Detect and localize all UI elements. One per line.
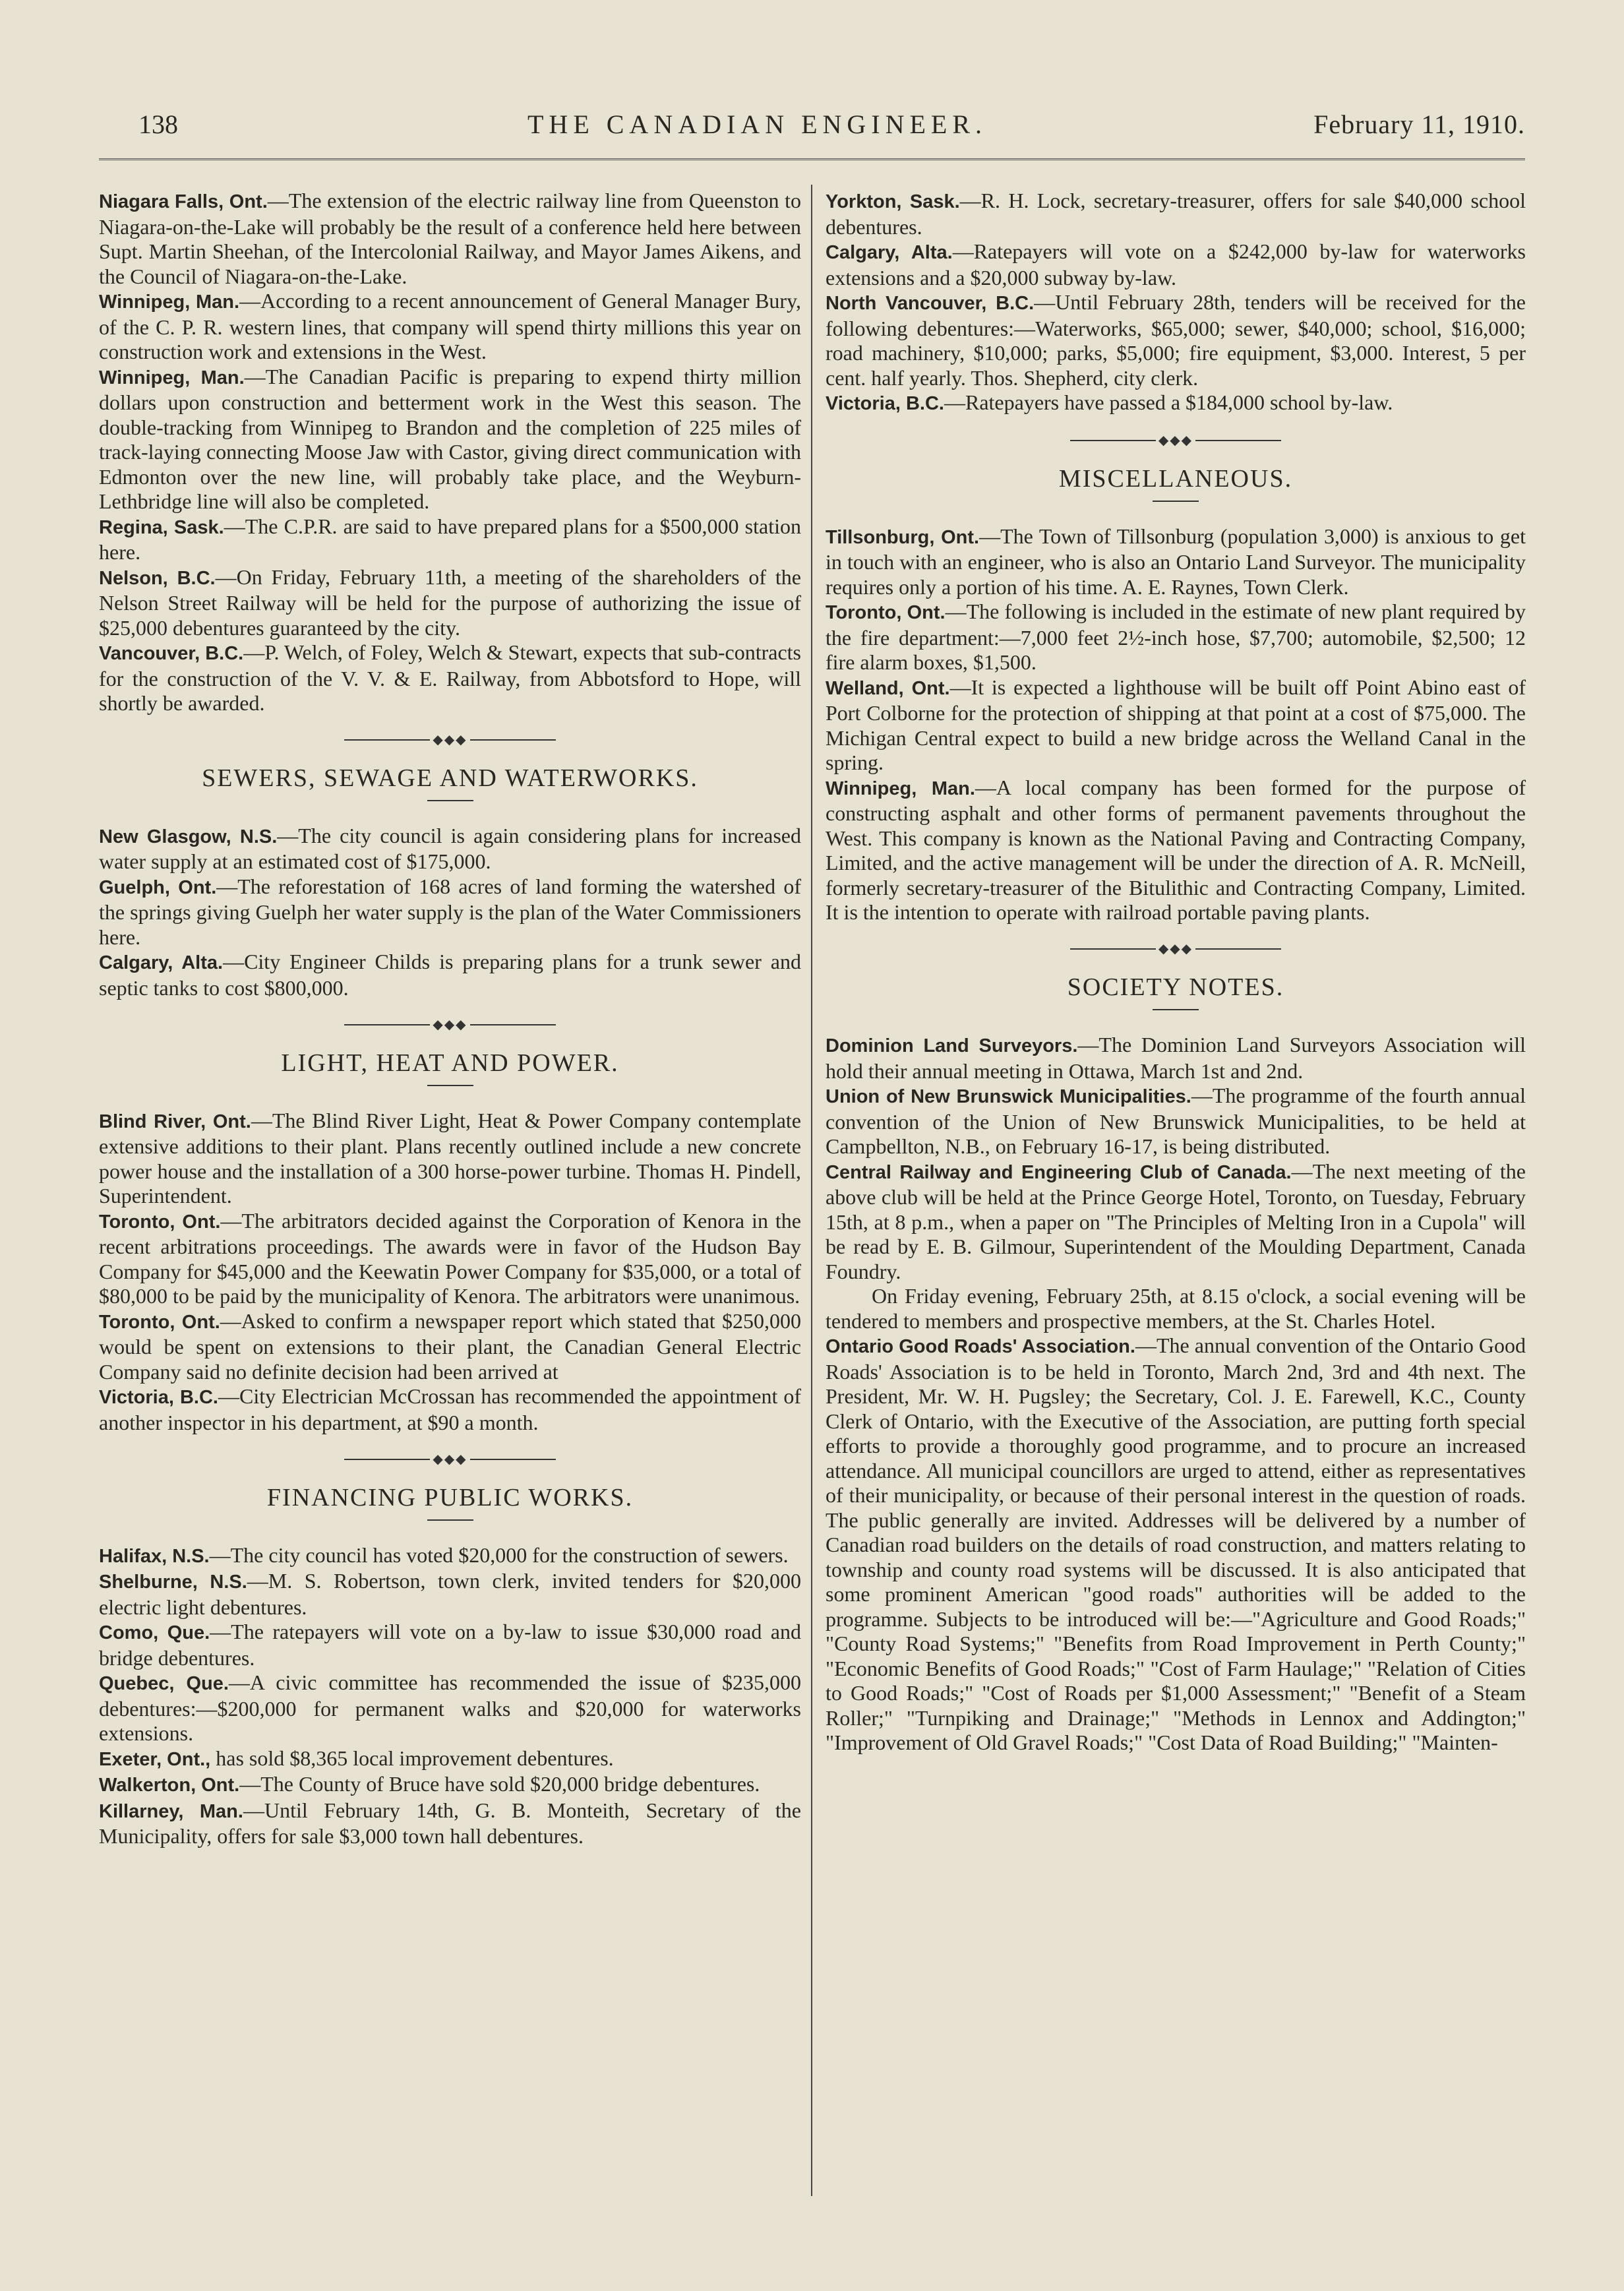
news-item: Blind River, Ont.—The Blind River Light, Heat & Power Company contemplate extensive additions to their plant. Plans recently outlined include a new concrete power house and the installation of a 300 horse-power turbine. Thomas H. Pindell, Superintendent.: [99, 1108, 802, 1208]
heading-rule: [427, 800, 473, 801]
news-item: Regina, Sask.—The C.P.R. are said to have prepared plans for a $500,000 station here.: [99, 514, 801, 564]
news-item: Central Railway and Engineering Club of Canada.—The next meeting of the above club will be held at the Prince George Hotel, Toronto, on Tuesday, February 15th, at 8 p.m., when a paper on "The Principles of Melting Iron in a Cupola" will be read by E. B. Gilmour, Superintendent of the Moulding Department, Canada Foundry.: [826, 1159, 1526, 1283]
section-heading-financing: FINANCING PUBLIC WORKS.: [266, 1483, 634, 1512]
section-heading-sewers: SEWERS, SEWAGE AND WATERWORKS.: [202, 764, 698, 792]
news-item: Winnipeg, Man.—According to a recent announcement of General Manager Bury, of the C. P. R. western lines, that company will spend thirty millions this year on construction work and extensions in the West.: [99, 289, 802, 363]
heading-rule: [427, 1085, 473, 1086]
news-item: Walkerton, Ont.—The County of Bruce have sold $20,000 bridge debentures.: [99, 1772, 760, 1796]
news-item: Dominion Land Surveyors.—The Dominion Land Surveyors Association will hold their annual meeting in Ottawa, March 1st and 2nd.: [826, 1033, 1526, 1083]
section-ornament: ◆◆◆: [99, 1450, 801, 1467]
page-number: 138: [138, 109, 178, 139]
section-heading-light: LIGHT, HEAT AND POWER.: [281, 1049, 619, 1077]
news-item: Vancouver, B.C.—P. Welch, of Foley, Welch & Stewart, expects that sub-contracts for the construction of the V. V. & E. Railway, from Abbotsford to Hope, will shortly be awarded.: [99, 640, 801, 715]
news-item: Toronto, Ont.—The following is included in the estimate of new plant required by the fire department:—7,000 feet 2½-inch hose, $7,700; automobile, $2,500; 12 fire alarm boxes, $1,500.: [826, 599, 1526, 675]
news-item: Victoria, B.C.—Ratepayers have passed a $184,000 school by-law.: [826, 390, 1393, 414]
news-item: Calgary, Alta.—Ratepayers will vote on a $242,000 by-law for waterworks extensions and a $20,000 subway by-law.: [826, 239, 1526, 290]
column-divider: [811, 185, 812, 2196]
news-item: New Glasgow, N.S.—The city council is again considering plans for increased water supply at an estimated cost of $175,000.: [99, 823, 801, 874]
news-item: Quebec, Que.—A civic committee has recommended the issue of $235,000 debentures:—$200,000 for permanent walks and $20,000 for waterworks extensions.: [99, 1670, 801, 1746]
news-item: Nelson, B.C.—On Friday, February 11th, a meeting of the shareholders of the Nelson Street Railway will be held for the purpose of authorizing the issue of $25,000 debentures guaranteed by the city.: [99, 565, 801, 640]
news-item: North Vancouver, B.C.—Until February 28th, tenders will be received for the following debentures:—Waterworks, $65,000; sewer, $40,000; school, $16,000; road machinery, $10,000; parks, $5,000; fire equipment, $3,000. Interest, 5 per cent. half yearly. Thos. Shepherd, city clerk.: [826, 290, 1526, 390]
news-item: Toronto, Ont.—The arbitrators decided against the Corporation of Kenora in the recent arbitrations proceedings. The awards were in favor of the Hudson Bay Company for $45,000 and the Keewatin Power Company for $35,000, or a total of $80,000 to be paid by the municipality of Kenora. The arbitrators were unanimous.: [99, 1208, 801, 1308]
section-ornament: ◆◆◆: [99, 731, 801, 748]
news-item: Shelburne, N.S.—M. S. Robertson, town clerk, invited tenders for $20,000 electric light debentures.: [99, 1569, 801, 1619]
section-heading-misc: MISCELLANEOUS.: [1058, 464, 1293, 493]
news-item: Tillsonburg, Ont.—The Town of Tillsonburg (population 3,000) is anxious to get in touch with an engineer, who is also an Ontario Land Surveyor. The municipality requires only a portion of his time. A. E. Raynes, Town Clerk.: [826, 524, 1526, 599]
section-heading-society: SOCIETY NOTES.: [1067, 973, 1284, 1002]
news-item: Yorkton, Sask.—R. H. Lock, secretary-treasurer, offers for sale $40,000 school debentures.: [826, 189, 1526, 239]
right-column: [826, 189, 1526, 1756]
heading-rule: [1153, 501, 1199, 502]
heading-rule: [427, 1519, 473, 1521]
news-item: Toronto, Ont.—Asked to confirm a newspaper report which stated that $250,000 would be spent on extensions to their plant, the Canadian General Electric Company said no definite decision had been arrived at: [99, 1308, 801, 1384]
header-rule: [99, 158, 1525, 160]
news-item: Calgary, Alta.—City Engineer Childs is preparing plans for a trunk sewer and septic tanks to cost $800,000.: [99, 950, 802, 1000]
page-header: [138, 109, 1525, 155]
news-item: Union of New Brunswick Municipalities.—The programme of the fourth annual convention of the Union of New Brunswick Municipalities, to be held at Campbellton, N.B., on February 16-17, is being distributed.: [826, 1084, 1526, 1159]
section-ornament: ◆◆◆: [99, 1015, 801, 1033]
news-item: Winnipeg, Man.—The Canadian Pacific is preparing to expend thirty million dollars upon construction and betterment work in the West this season. The double-tracking from Winnipeg to Brandon and the completion of 225 miles of track-laying connecting Moose Jaw with Castor, giving direct communication with Edmonton over the new line, will probably take place, and the Weyburn-Lethbridge line will also be completed.: [99, 364, 802, 513]
news-item: Como, Que.—The ratepayers will vote on a by-law to issue $30,000 road and bridge debentures.: [99, 1620, 802, 1670]
news-item: Halifax, N.S.—The city council has voted $20,000 for the construction of sewers.: [99, 1543, 789, 1567]
news-item: Ontario Good Roads' Association.—The annual convention of the Ontario Good Roads' Association is to be held in Toronto, March 2nd, 3rd and 4th next. The President, Mr. W. H. Pugsley; the Secretary, Col. J. E. Farewell, K.C., County Clerk of Ontario, with the Executive of the Association, are putting forth special efforts to provide a thoroughly good programme, and to procure an increased attendance. All municipal councillors are urged to attend, either as representatives of their municipality, or because of their personal interest in the question of roads. The public generally are invited. Addresses will be delivered by a number of Canadian road builders on the details of road construction, and matters relating to township and county road systems will be discussed. It is also anticipated that some prominent American "good roads" authorities will be added to the programme. Subjects to be introduced will be:—"Agriculture and Good Roads;" "County Road Systems;" "Benefits from Road Improvement in Perth County;" "Economic Benefits of Good Roads;" "Cost of Farm Haulage;" "Relation of Cities to Good Roads;" "Cost of Roads per $1,000 Assessment;" "Benefit of a Steam Roller;" "Turnpiking and Drainage;" "Methods in Lennox and Addington;" "Improvement of Old Gravel Roads;" "Cost Data of Road Building;" "Mainten-: [826, 1333, 1526, 1755]
news-item: Welland, Ont.—It is expected a lighthouse will be built off Point Abino east of Port Colborne for the protection of shipping at that point at a cost of $75,000. The Michigan Central expect to build a new bridge across the Welland Canal in the spring.: [826, 675, 1526, 775]
news-item: Killarney, Man.—Until February 14th, G. B. Monteith, Secretary of the Municipality, offers for sale $3,000 town hall debentures.: [99, 1798, 801, 1848]
section-ornament: ◆◆◆: [826, 431, 1526, 449]
left-column: [99, 189, 801, 1849]
issue-date: February 11, 1910.: [1313, 109, 1525, 139]
masthead: THE CANADIAN ENGINEER.: [527, 109, 988, 139]
news-item: Guelph, Ont.—The reforestation of 168 acres of land forming the watershed of the springs giving Guelph her water supply is the plan of the Water Commissioners here.: [99, 874, 801, 949]
news-item: Exeter, Ont., has sold $8,365 local improvement debentures.: [99, 1746, 614, 1770]
section-ornament: ◆◆◆: [826, 940, 1526, 958]
news-item: Niagara Falls, Ont.—The extension of the electric railway line from Queenston to Niagara-on-the-Lake will probably be the result of a conference held here between Supt. Martin Sheehan, of the Intercolonial Railway, and Mayor James Aikens, and the Council of Niagara-on-the-Lake.: [99, 189, 801, 288]
heading-rule: [1153, 1009, 1199, 1010]
news-item: Victoria, B.C.—City Electrician McCrossan has recommended the appointment of another inspector in his department, at $90 a month.: [99, 1384, 802, 1434]
news-item: Winnipeg, Man.—A local company has been formed for the purpose of constructing asphalt and other forms of permanent pavements throughout the West. This company is known as the National Paving and Contracting Company, Limited, and the active management will be under the direction of A. R. McNeill, formerly secretary-treasurer of the Bitulithic and Contracting Company, Limited. It is the intention to operate with railroad portable paving plants.: [826, 775, 1526, 925]
news-item: On Friday evening, February 25th, at 8.15 o'clock, a social evening will be tendered to members and prospective members, at the St. Charles Hotel.: [826, 1284, 1526, 1333]
